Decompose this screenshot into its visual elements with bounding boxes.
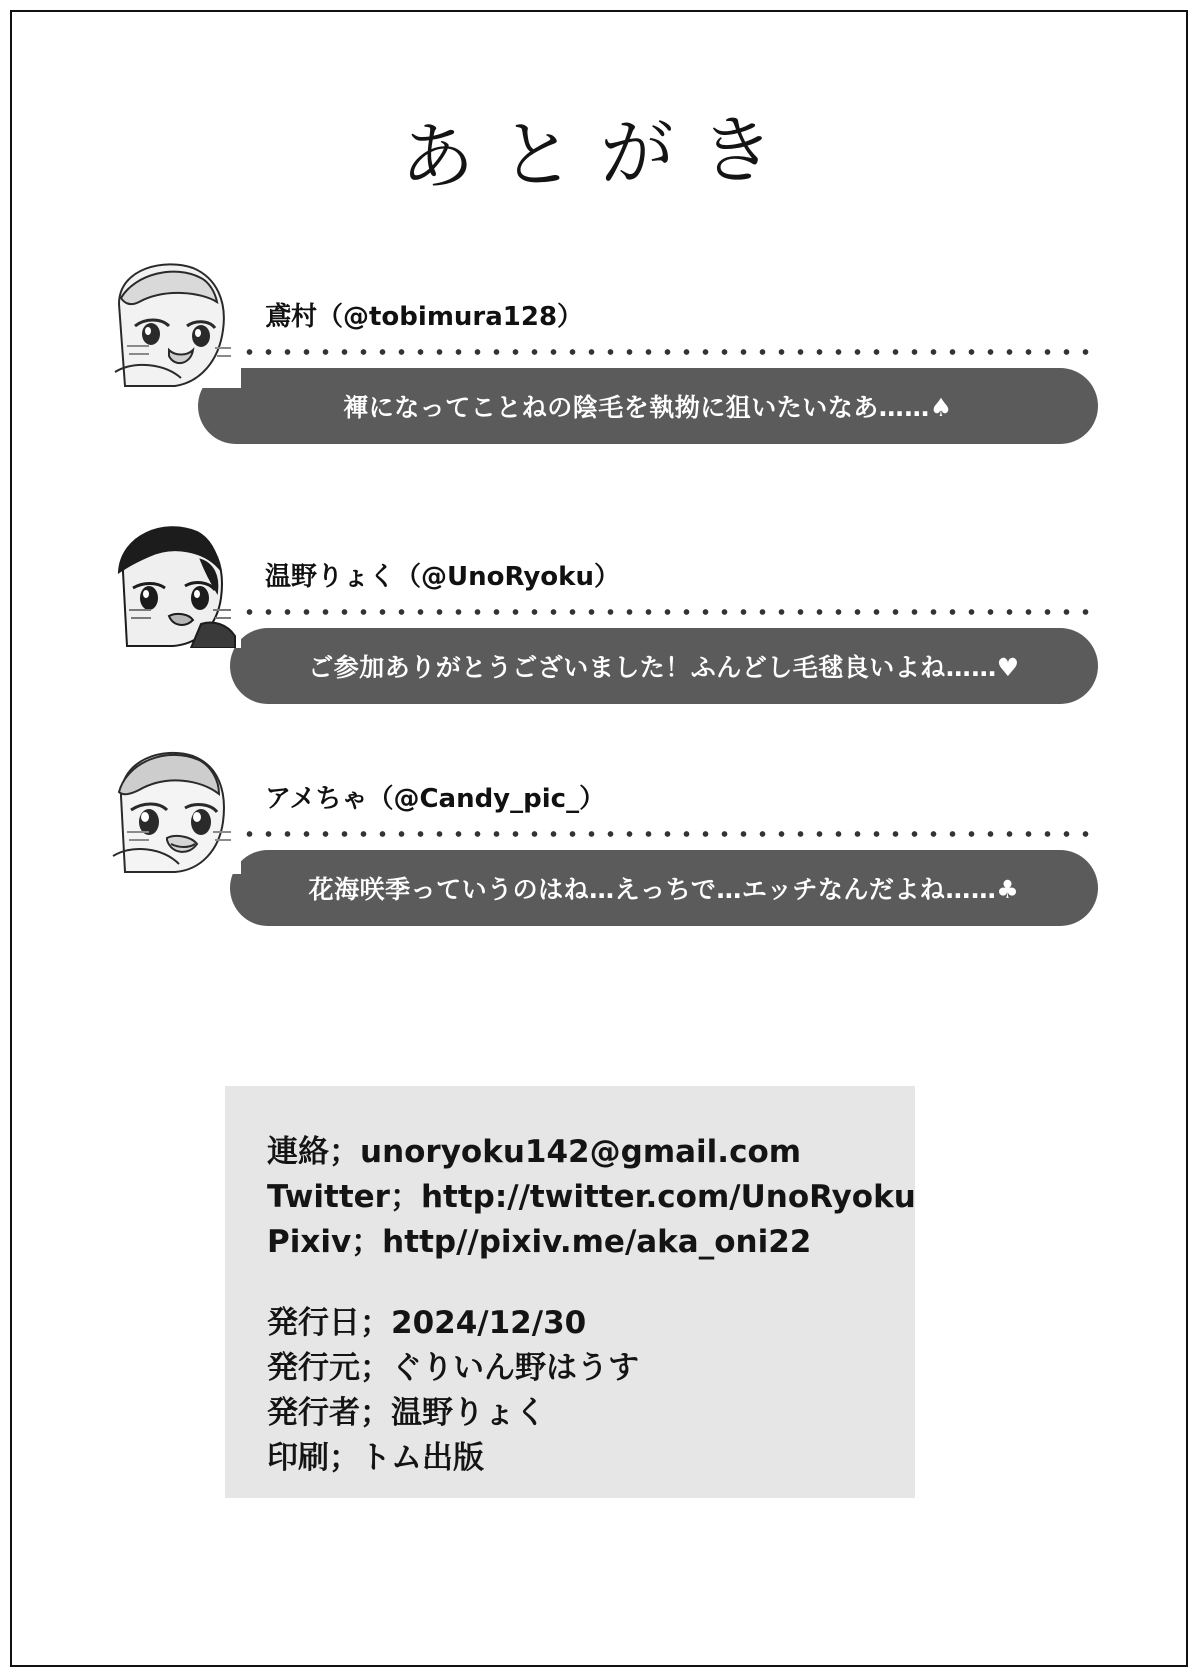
colophon-publisher: 発行元；ぐりいん野はうす [267,1350,639,1386]
colophon-printer: 印刷；トム出版 [267,1440,484,1476]
comment-bubble [198,368,1098,444]
dotted-divider [240,830,1098,838]
comment-author-name: 温野りょく（@UnoRyoku） [265,562,620,592]
colophon-contact-group [267,1130,916,1265]
colophon-publication-group [267,1301,639,1481]
avatar-tobimura-icon [105,252,241,388]
comment-name-row [265,556,1095,596]
comment-message: 褌になってことねの陰毛を執拗に狙いたいなあ……♠ [343,393,953,422]
colophon-contact-email: 連絡；unoryoku142@gmail.com [267,1134,802,1170]
dotted-divider [240,348,1098,356]
avatar-amecha-icon [105,738,241,874]
colophon-author: 発行者；温野りょく [267,1395,546,1431]
comment-name-row [265,778,1095,818]
colophon-contact-pixiv: Pixiv；http//pixiv.me/aka_oni22 [267,1224,812,1260]
comment-name-row [265,296,1095,336]
colophon-contact-twitter: Twitter；http://twitter.com/UnoRyoku [267,1179,916,1215]
comment-author-name: 鳶村（@tobimura128） [265,302,584,332]
avatar-unoryoku-icon [105,512,241,648]
colophon-publish-date: 発行日；2024/12/30 [267,1305,587,1341]
page-title: あとがき [399,106,801,202]
comment-bubble [230,850,1098,926]
colophon-box [225,1086,915,1498]
comment-author-name: アメちゃ（@Candy_pic_） [265,784,606,814]
comment-message: ご参加ありがとうございました！ふんどし毛毬良いよね……♥ [308,653,1020,682]
comment-message: 花海咲季っていうのはね…えっちで…エッチなんだよね……♣ [308,875,1020,904]
comment-bubble [230,628,1098,704]
dotted-divider [240,608,1098,616]
